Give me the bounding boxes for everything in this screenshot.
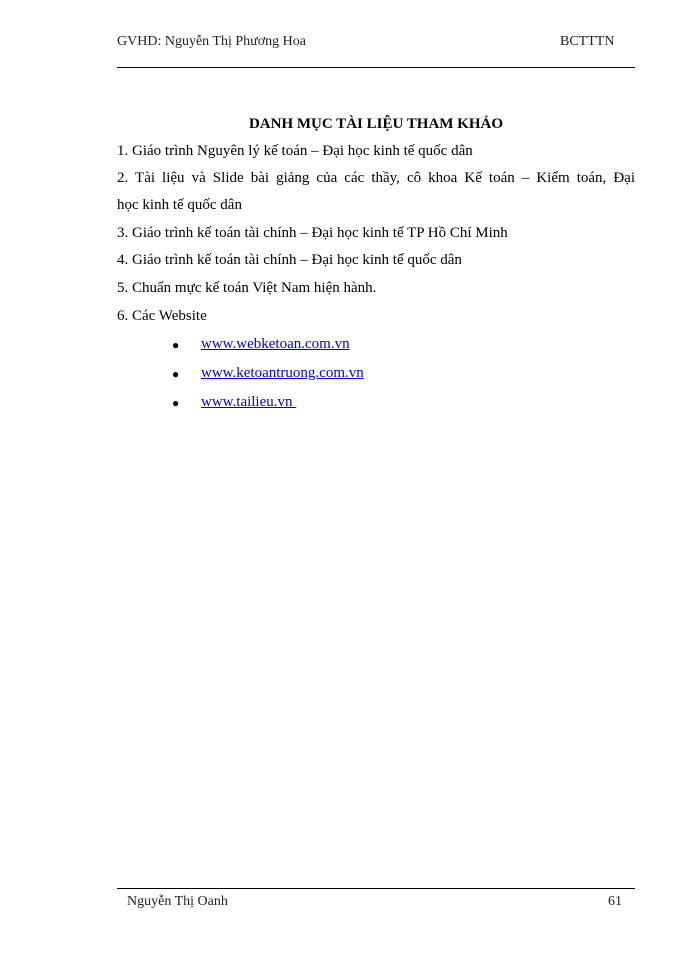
- header-instructor: GVHD: Nguyễn Thị Phương Hoa: [117, 34, 306, 49]
- reference-item-2-continued: học kinh tế quốc dân: [117, 197, 242, 213]
- footer-author: Nguyễn Thị Oanh: [127, 894, 228, 909]
- header-divider: [117, 67, 635, 68]
- page-title: DANH MỤC TÀI LIỆU THAM KHẢO: [248, 116, 504, 132]
- reference-item-4: 4. Giáo trình kế toán tài chính – Đại học kinh tế quốc dân: [117, 252, 462, 268]
- bullet-icon: ●: [172, 367, 180, 381]
- page-number: 61: [608, 894, 622, 909]
- website-link-tailieu[interactable]: www.tailieu.vn: [201, 394, 297, 410]
- bullet-icon: ●: [172, 338, 180, 352]
- reference-item-5: 5. Chuẩn mực kế toán Việt Nam hiện hành.: [117, 280, 377, 296]
- reference-item-1: 1. Giáo trình Nguyên lý kế toán – Đại học kinh tế quốc dân: [117, 143, 473, 159]
- bullet-icon: ●: [172, 396, 180, 410]
- reference-item-2: 2. Tài liệu và Slide bài giảng của các thầy, cô khoa Kế toán – Kiểm toán, Đại: [117, 170, 635, 186]
- footer-divider: [117, 888, 635, 889]
- header-report-code: BCTTTN: [560, 34, 615, 49]
- website-link-ketoantruong[interactable]: www.ketoantruong.com.vn: [201, 365, 364, 381]
- reference-item-6: 6. Các Website: [117, 308, 207, 324]
- reference-item-3: 3. Giáo trình kế toán tài chính – Đại học kinh tế TP Hồ Chí Minh: [117, 225, 508, 241]
- website-link-webketoan[interactable]: www.webketoan.com.vn: [201, 336, 350, 352]
